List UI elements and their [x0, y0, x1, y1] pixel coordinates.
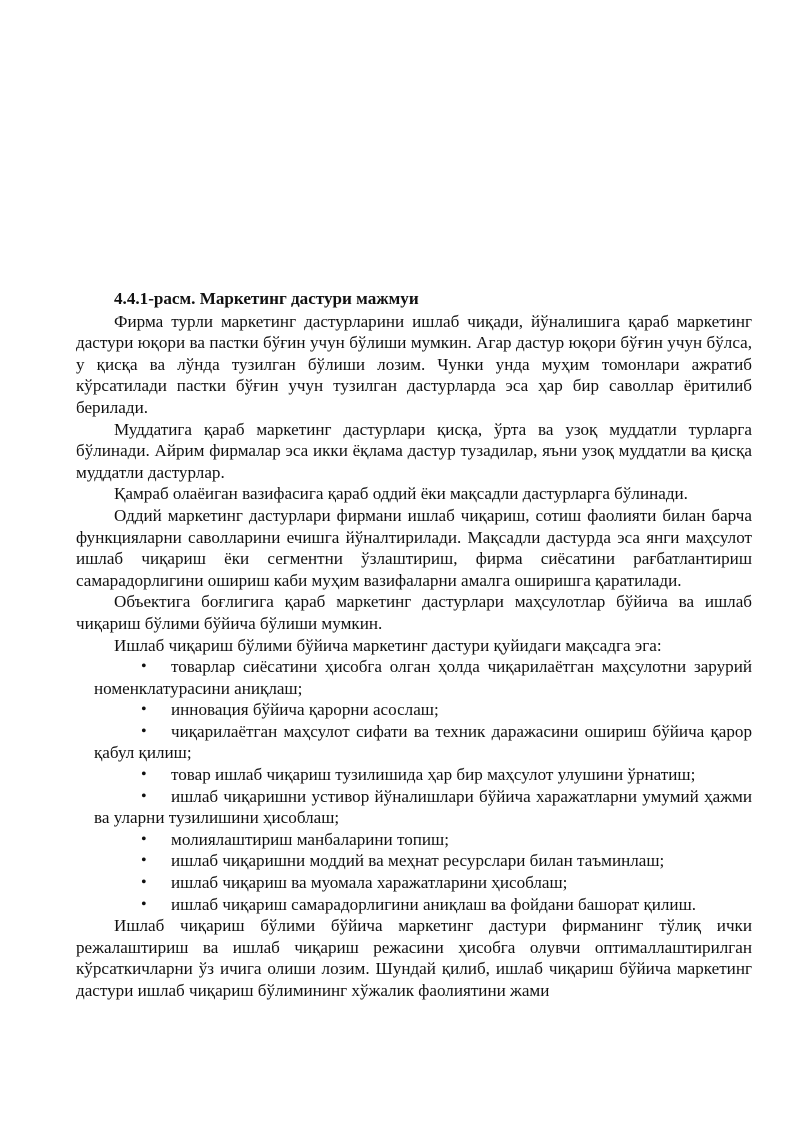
list-item — [76, 764, 752, 786]
bullet-icon: • — [141, 701, 147, 719]
bullet-icon: • — [141, 895, 147, 913]
paragraph-simple-programs: Оддий маркетинг дастурлари фирмани ишлаб чиқариш, сотиш фаолияти билан барча функцияларни саволларини ечишга йўналтирилади. Мақсадли дастурда эса янги маҳсулот ишлаб чиқариш ёки сегментни ўзлаштириш, фирма сиёсатини рағбатлантириш самарадорлигини ошириш каби муҳим вазифаларни амалга оширишга қаратилади. — [76, 505, 752, 590]
list-item-text: молиялаштириш манбаларини топиш; — [171, 829, 449, 849]
list-item-text: чиқарилаётган маҳсулот сифати ва техник даражасини ошириш бўйича қарор қабул қилиш; — [94, 721, 752, 763]
list-item — [76, 656, 752, 699]
bullet-icon: • — [141, 722, 147, 740]
list-item — [76, 829, 752, 851]
list-item-text: ишлаб чиқаришни моддий ва меҳнат ресурслари билан таъминлаш; — [171, 851, 665, 871]
list-item — [76, 872, 752, 894]
paragraph-production-program-summary: Ишлаб чиқариш бўлими бўйича маркетинг дастури фирманинг тўлиқ ички режалаштириш ва ишлаб чиқариш режасини ҳисобга олувчи оптималлаштирилган кўрсаткичларни ўз ичига олиши лозим. Шундай қилиб, ишлаб чиқариш бўйича маркетинг дастури ишлаб чиқариш бўлимининг хўжалик фаолиятини жами — [76, 916, 752, 1000]
paragraph-program-object: Объектига боғлигига қараб маркетинг дастурлари маҳсулотлар бўйича ва ишлаб чиқариш бўлими бўйича бўлиши мумкин. — [76, 592, 752, 633]
list-item-text: ишлаб чиқаришни устивор йўналишлари бўйича харажатларни умумий ҳажми ва уларни тузилишини ҳисоблаш; — [94, 786, 752, 828]
bullet-icon: • — [141, 874, 147, 892]
figure-caption: 4.4.1-расм. Маркетинг дастури мажмуи — [114, 289, 419, 308]
document-body — [76, 288, 752, 1002]
production-goals-list — [76, 656, 752, 915]
list-item-text: инновация бўйича қарорни асослаш; — [171, 700, 439, 720]
list-item-text: товарлар сиёсатини ҳисобга олган ҳолда чиқарилаётган маҳсулотни зарурий номенклатурасини аниқлаш; — [94, 657, 752, 698]
bullet-icon: • — [141, 658, 147, 676]
bullet-icon: • — [141, 852, 147, 870]
bullet-icon: • — [141, 766, 147, 784]
list-item — [76, 786, 752, 829]
bullet-icon: • — [141, 830, 147, 848]
list-item — [76, 699, 752, 721]
paragraph-production-goals-intro: Ишлаб чиқариш бўлими бўйича маркетинг дастури қуйидаги мақсадга эга: — [114, 635, 662, 655]
paragraph-program-direction: Фирма турли маркетинг дастурларини ишлаб чиқади, йўналишига қараб маркетинг дастури юқори ва пастки бўғин учун бўлиши мумкин. Агар дастур юқори бўғин учун бўлса, у қисқа ва лўнда тузилган бўлиши лозим. Чунки унда муҳим томонлари ажратиб кўрсатилади пастки бўғин учун тузилган дастурларда эса ҳар бир саволлар ёритилиб берилади. — [76, 311, 752, 417]
list-item — [76, 850, 752, 872]
paragraph-program-duration: Муддатига қараб маркетинг дастурлари қисқа, ўрта ва узоқ муддатли турларга бўлинади. Айрим фирмалар эса икки ёқлама дастур тузадилар, яъни узоқ муддатли ва қисқа муддатли дастурлар. — [76, 419, 752, 482]
list-item-text: ишлаб чиқариш ва муомала харажатларини ҳисоблаш; — [171, 873, 568, 893]
bullet-icon: • — [141, 787, 147, 805]
list-item — [76, 894, 752, 916]
paragraph-program-scope: Қамраб олаёиган вазифасига қараб оддий ёки мақсадли дастурларга бўлинади. — [114, 484, 688, 504]
list-item-text: товар ишлаб чиқариш тузилишида ҳар бир маҳсулот улушини ўрнатиш; — [171, 765, 696, 785]
list-item-text: ишлаб чиқариш самарадорлигини аниқлаш ва фойдани башорат қилиш. — [171, 894, 697, 914]
list-item — [76, 721, 752, 764]
